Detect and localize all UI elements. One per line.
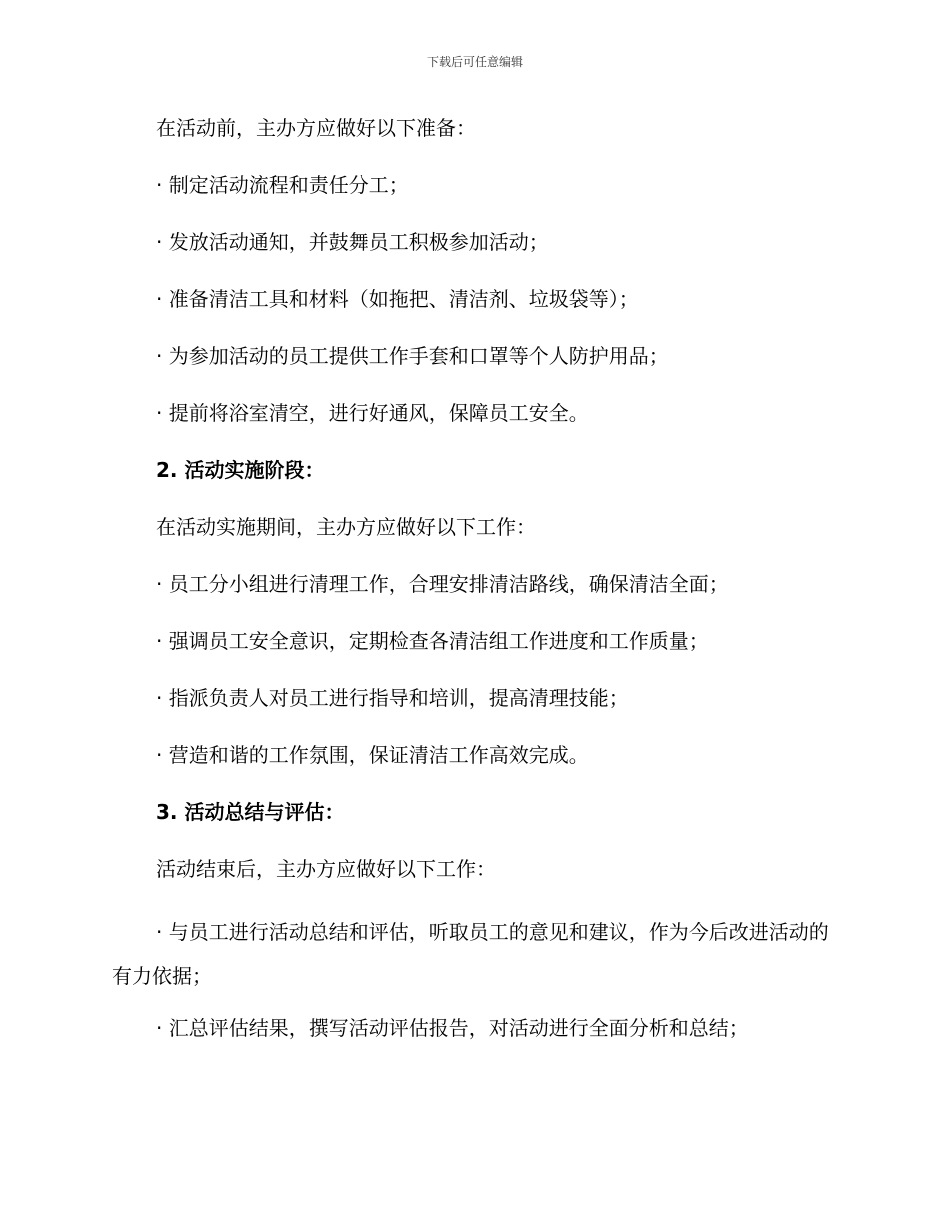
bullet-item: · 营造和谐的工作氛围，保证清洁工作高效完成。 bbox=[156, 743, 589, 767]
bullet-item: · 强调员工安全意识，定期检查各清洁组工作进度和工作质量； bbox=[156, 629, 709, 653]
bullet-item: · 与员工进行活动总结和评估，听取员工的意见和建议，作为今后改进活动的有力依据； bbox=[112, 920, 829, 988]
bullet-item: · 制定活动流程和责任分工； bbox=[156, 173, 409, 197]
bullet-item: · 员工分小组进行清理工作，合理安排清洁路线，确保清洁全面； bbox=[156, 572, 729, 596]
paragraph-impl-intro: 在活动实施期间，主办方应做好以下工作： bbox=[156, 515, 536, 539]
paragraph-prep-intro: 在活动前，主办方应做好以下准备： bbox=[156, 116, 476, 140]
bullet-item: · 汇总评估结果，撰写活动评估报告，对活动进行全面分析和总结； bbox=[156, 1016, 749, 1040]
document-body bbox=[112, 112, 832, 1069]
paragraph-summary-intro: 活动结束后，主办方应做好以下工作： bbox=[156, 857, 496, 881]
bullet-item: · 指派负责人对员工进行指导和培训，提高清理技能； bbox=[156, 686, 629, 710]
bullet-item: · 准备清洁工具和材料（如拖把、清洁剂、垃圾袋等）； bbox=[156, 287, 639, 311]
section-heading: 2. 活动实施阶段： bbox=[156, 458, 325, 482]
page-header: 下载后可任意编辑 bbox=[426, 55, 523, 69]
bullet-item: · 为参加活动的员工提供工作手套和口罩等个人防护用品； bbox=[156, 344, 669, 368]
section-heading: 3. 活动总结与评估： bbox=[156, 800, 345, 824]
bullet-item: · 提前将浴室清空，进行好通风，保障员工安全。 bbox=[156, 401, 589, 425]
bullet-item: · 发放活动通知，并鼓舞员工积极参加活动； bbox=[156, 230, 549, 254]
